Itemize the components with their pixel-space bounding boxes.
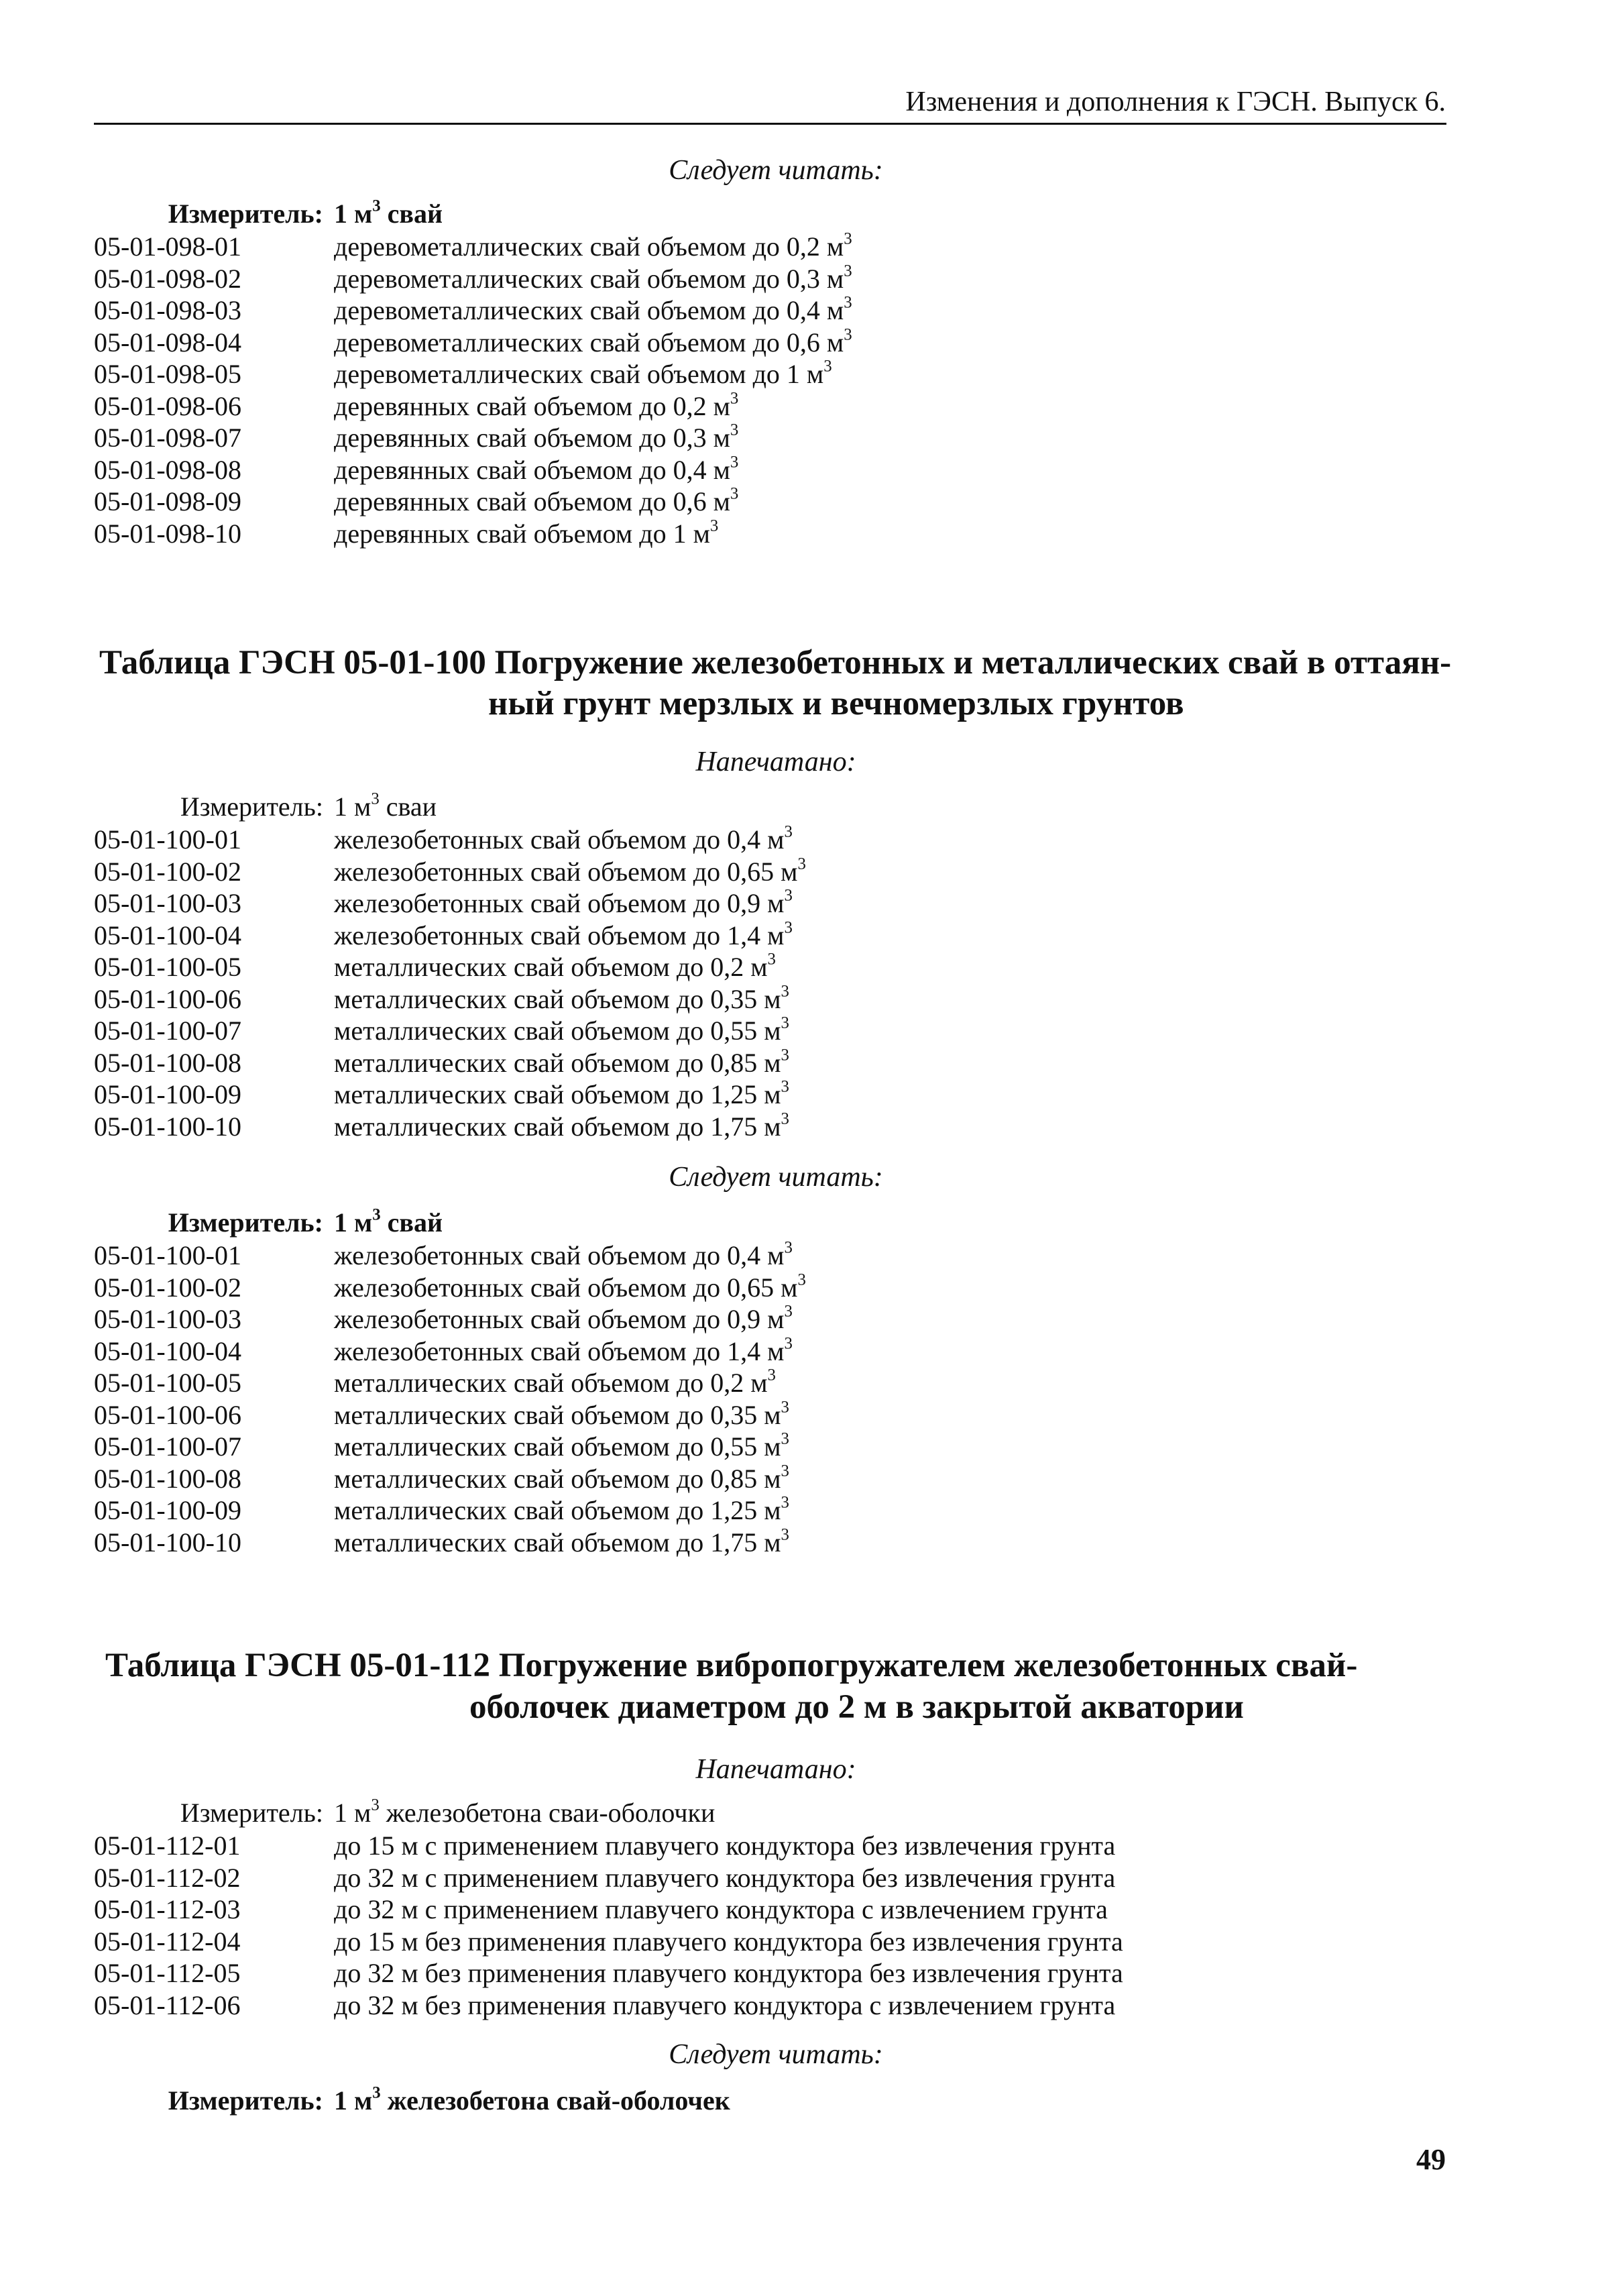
row-code: 05-01-112-05 — [94, 1958, 241, 1988]
row-code: 05-01-100-01 — [94, 1240, 241, 1270]
row-code: 05-01-100-07 — [94, 1016, 241, 1046]
row-code: 05-01-098-07 — [94, 423, 241, 453]
row-code: 05-01-098-06 — [94, 390, 241, 421]
row-code: 05-01-098-04 — [94, 327, 241, 358]
unit-value: 1 $м^3$ свай — [334, 1205, 443, 1238]
table-row — [94, 518, 852, 550]
running-header: Изменения и дополнения к ГЭСН. Выпуск 6. — [905, 87, 1446, 117]
read-label-112: Следует читать: — [669, 2039, 883, 2070]
row-description: до 15 м без применения плавучего кондуктора без извлечения грунта — [334, 1926, 1123, 1957]
read-label-098: Следует читать: — [669, 155, 883, 186]
row-description: металлических свай объемом до 0,35 $м^3$ — [334, 982, 789, 1014]
table-row — [94, 1111, 806, 1143]
table-row — [94, 294, 852, 327]
table-row — [94, 1926, 1123, 1958]
table-row — [94, 1079, 806, 1111]
row-code: 05-01-100-04 — [94, 1335, 241, 1366]
row-code: 05-01-100-02 — [94, 1272, 241, 1303]
table-row — [94, 1431, 806, 1463]
row-code: 05-01-112-02 — [94, 1862, 241, 1893]
row-code: 05-01-112-04 — [94, 1926, 241, 1957]
table-row — [94, 856, 806, 888]
rows-098 — [94, 231, 852, 549]
row-code: 05-01-100-06 — [94, 983, 241, 1014]
row-description: до 32 м с применением плавучего кондуктора с извлечением грунта — [334, 1894, 1108, 1924]
rows-112-printed — [94, 1830, 1123, 2021]
row-code: 05-01-100-10 — [94, 1111, 241, 1142]
unit-row — [94, 1796, 1123, 1830]
table-row — [94, 1862, 1123, 1894]
row-code: 05-01-100-05 — [94, 1368, 241, 1398]
table-row — [94, 1272, 806, 1304]
table-row — [94, 454, 852, 486]
unit-value: 1 $м^3$ свай — [334, 197, 443, 229]
row-description: деревянных свай объемом до 1 $м^3$ — [334, 516, 719, 549]
row-description: железобетонных свай объемом до 1,4 $м^3$ — [334, 918, 793, 950]
table-100-read — [94, 1206, 806, 1558]
row-description: металлических свай объемом до 0,85 $м^3$ — [334, 1046, 789, 1078]
table-row — [94, 263, 852, 295]
row-code: 05-01-100-01 — [94, 824, 241, 855]
row-code: 05-01-100-03 — [94, 888, 241, 918]
table-row — [94, 1015, 806, 1047]
table-row — [94, 1367, 806, 1399]
table-112-title-line1: Таблица ГЭСН 05-01-112 Погружение вибропогружателем железобетонных свай- — [105, 1647, 1358, 1684]
unit-row — [94, 2084, 730, 2118]
header-rule — [94, 123, 1446, 125]
unit-value: 1 $м^3$ железобетона свай-оболочек — [334, 2083, 730, 2116]
unit-value: 1 $м^3$ железобетона сваи-оболочки — [334, 1796, 716, 1828]
row-code: 05-01-100-04 — [94, 920, 241, 950]
table-row — [94, 887, 806, 920]
row-description: деревянных свай объемом до 0,6 $м^3$ — [334, 484, 739, 516]
table-row — [94, 1494, 806, 1527]
section-098-read — [94, 197, 852, 549]
table-row — [94, 920, 806, 952]
row-code: 05-01-100-08 — [94, 1047, 241, 1078]
row-code: 05-01-098-05 — [94, 359, 241, 389]
row-description: железобетонных свай объемом до 1,4 $м^3$ — [334, 1334, 793, 1366]
row-code: 05-01-098-02 — [94, 263, 241, 294]
row-code: 05-01-100-09 — [94, 1079, 241, 1109]
row-code: 05-01-100-02 — [94, 856, 241, 887]
printed-label-100: Напечатано: — [695, 747, 856, 777]
row-code: 05-01-100-05 — [94, 952, 241, 982]
page-number: 49 — [1416, 2143, 1446, 2176]
row-description: деревянных свай объемом до 0,2 $м^3$ — [334, 389, 739, 421]
row-description: железобетонных свай объемом до 0,4 $м^3$ — [334, 822, 793, 855]
table-row — [94, 1335, 806, 1368]
row-description: металлических свай объемом до 1,25 $м^3$ — [334, 1493, 789, 1525]
rows-100-read — [94, 1240, 806, 1558]
row-description: металлических свай объемом до 1,75 $м^3$ — [334, 1525, 789, 1557]
read-label-100: Следует читать: — [669, 1162, 883, 1193]
row-description: металлических свай объемом до 0,55 $м^3$ — [334, 1014, 789, 1046]
table-row — [94, 1047, 806, 1079]
table-112-printed — [94, 1796, 1123, 2021]
row-code: 05-01-100-03 — [94, 1304, 241, 1334]
table-row — [94, 1894, 1123, 1926]
table-row — [94, 358, 852, 390]
row-description: деревометаллических свай объемом до 0,4 $м^3$ — [334, 293, 852, 325]
table-row — [94, 1989, 1123, 2022]
row-description: металлических свай объемом до 0,55 $м^3$ — [334, 1429, 789, 1462]
printed-label-112: Напечатано: — [695, 1754, 856, 1785]
row-description: железобетонных свай объемом до 0,4 $м^3$ — [334, 1238, 793, 1270]
table-100-title-line2: ный грунт мерзлых и вечномерзлых грунтов — [488, 685, 1184, 722]
row-code: 05-01-098-03 — [94, 295, 241, 325]
table-row — [94, 422, 852, 454]
rows-100-printed — [94, 824, 806, 1142]
table-row — [94, 983, 806, 1016]
row-description: до 32 м с применением плавучего кондуктора без извлечения грунта — [334, 1862, 1116, 1893]
table-row — [94, 1527, 806, 1559]
row-code: 05-01-098-09 — [94, 486, 241, 516]
table-row — [94, 1830, 1123, 1862]
unit-label: Измеритель: — [180, 791, 323, 822]
row-description: металлических свай объемом до 0,35 $м^3$ — [334, 1398, 789, 1430]
row-description: металлических свай объемом до 0,85 $м^3$ — [334, 1462, 789, 1494]
row-code: 05-01-112-06 — [94, 1989, 241, 2020]
row-code: 05-01-100-06 — [94, 1399, 241, 1430]
unit-label: Измеритель: — [168, 2085, 323, 2116]
row-code: 05-01-100-08 — [94, 1463, 241, 1494]
unit-label: Измеритель: — [168, 1207, 323, 1238]
table-row — [94, 1463, 806, 1495]
table-112-title-line2: оболочек диаметром до 2 м в закрытой акватории — [469, 1688, 1244, 1726]
row-description: до 15 м с применением плавучего кондуктора без извлечения грунта — [334, 1830, 1116, 1861]
row-code: 05-01-098-01 — [94, 231, 241, 262]
table-row — [94, 231, 852, 263]
row-description: деревометаллических свай объемом до 0,2 $м^3$ — [334, 229, 852, 262]
unit-row — [94, 790, 806, 824]
row-description: железобетонных свай объемом до 0,9 $м^3$ — [334, 1302, 793, 1334]
row-description: деревометаллических свай объемом до 1 $м^3$ — [334, 357, 832, 389]
row-description: металлических свай объемом до 1,25 $м^3$ — [334, 1077, 789, 1109]
row-description: деревометаллических свай объемом до 0,6 $м^3$ — [334, 325, 852, 358]
row-code: 05-01-112-03 — [94, 1894, 241, 1924]
table-row — [94, 327, 852, 359]
row-description: железобетонных свай объемом до 0,65 $м^3$ — [334, 855, 806, 887]
unit-row — [94, 197, 852, 231]
table-100-title-line1: Таблица ГЭСН 05-01-100 Погружение железобетонных и металлических свай в оттаян- — [99, 644, 1452, 681]
row-code: 05-01-098-08 — [94, 454, 241, 485]
table-row — [94, 951, 806, 983]
row-code: 05-01-100-07 — [94, 1431, 241, 1462]
unit-label: Измеритель: — [168, 199, 323, 229]
table-row — [94, 824, 806, 856]
table-row — [94, 1399, 806, 1431]
row-description: до 32 м без применения плавучего кондуктора с извлечением грунта — [334, 1989, 1116, 2020]
row-code: 05-01-100-10 — [94, 1527, 241, 1557]
unit-label: Измеритель: — [180, 1798, 323, 1828]
table-row — [94, 1303, 806, 1335]
table-row — [94, 390, 852, 423]
table-row — [94, 1240, 806, 1272]
row-code: 05-01-098-10 — [94, 518, 241, 549]
row-description: деревянных свай объемом до 0,4 $м^3$ — [334, 453, 739, 485]
table-112-read — [94, 2084, 730, 2118]
row-description: железобетонных свай объемом до 0,9 $м^3$ — [334, 886, 793, 918]
row-description: деревянных свай объемом до 0,3 $м^3$ — [334, 421, 739, 453]
row-description: железобетонных свай объемом до 0,65 $м^3$ — [334, 1270, 806, 1303]
row-code: 05-01-112-01 — [94, 1830, 241, 1861]
table-row — [94, 1957, 1123, 1989]
row-description: металлических свай объемом до 1,75 $м^3$ — [334, 1109, 789, 1142]
table-100-printed — [94, 790, 806, 1142]
row-description: деревометаллических свай объемом до 0,3 $м^3$ — [334, 262, 852, 294]
row-description: металлических свай объемом до 0,2 $м^3$ — [334, 1366, 776, 1398]
unit-value: 1 $м^3$ сваи — [334, 789, 437, 822]
row-code: 05-01-100-09 — [94, 1495, 241, 1525]
row-description: металлических свай объемом до 0,2 $м^3$ — [334, 950, 776, 982]
unit-row — [94, 1206, 806, 1240]
row-description: до 32 м без применения плавучего кондуктора без извлечения грунта — [334, 1958, 1123, 1988]
table-row — [94, 486, 852, 518]
